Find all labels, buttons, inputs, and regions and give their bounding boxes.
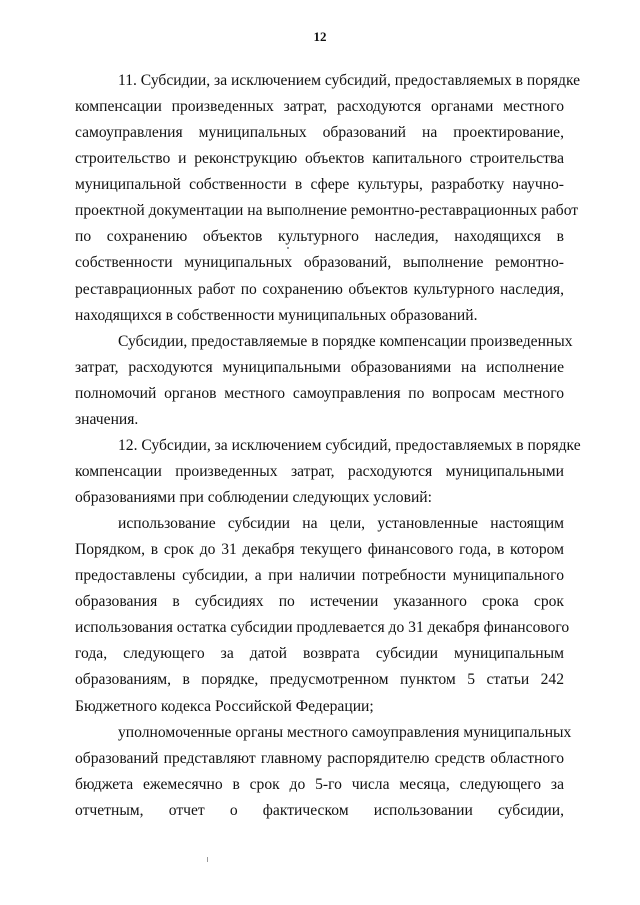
text-line: проектной документации на выполнение ремонтно-реставрационных работ	[75, 202, 579, 220]
text-line: использования остатка субсидии продлевается до 31 декабря финансового	[75, 619, 570, 637]
text-line: компенсации произведенных затрат, расходуются муниципальными	[75, 462, 564, 480]
text-line: образования в субсидиях по истечении указанного срока срок	[75, 593, 564, 611]
text-line: Бюджетного кодекса Российской Федерации;	[75, 697, 374, 715]
text-line: компенсации произведенных затрат, расходуются органами местного	[75, 98, 564, 116]
scan-speck	[207, 857, 208, 862]
text-line: уполномоченные органы местного самоуправления муниципальных	[118, 723, 572, 741]
text-line: строительство и реконструкцию объектов капитального строительства	[75, 150, 564, 168]
text-line: образованиями при соблюдении следующих условий:	[75, 489, 432, 506]
text-line: по сохранению объектов культурного наследия, находящихся в	[75, 228, 564, 246]
paragraph	[75, 511, 570, 720]
paragraph	[75, 68, 581, 329]
text-line: реставрационных работ по сохранению объектов культурного наследия,	[75, 280, 564, 298]
text-line: Субсидии, предоставляемые в порядке компенсации произведенных	[118, 332, 573, 350]
text-line: образованиям, в порядке, предусмотренном пунктом 5 статьи 242	[75, 671, 564, 689]
text-line: 11. Субсидии, за исключением субсидий, предоставляемых в порядке	[118, 72, 581, 89]
text-line: значения.	[75, 410, 139, 428]
text-line: Порядком, в срок до 31 декабря текущего финансового года, в котором	[75, 541, 564, 559]
text-line: собственности муниципальных образований, выполнение ремонтно-	[75, 254, 564, 272]
text-line: предоставлены субсидии, а при наличии потребности муниципального	[75, 567, 564, 585]
text-line: образований представляют главному распорядителю средств областного	[75, 749, 564, 767]
text-line: самоуправления муниципальных образований на проектирование,	[75, 124, 564, 142]
text-line: года, следующего за датой возврата субсидии муниципальным	[75, 645, 564, 663]
paragraph	[75, 433, 581, 511]
page-number: 12	[313, 29, 327, 44]
text-line: находящихся в собственности муниципальных образований.	[75, 306, 478, 324]
text-line: полномочий органов местного самоуправления по вопросам местного	[75, 384, 564, 402]
document-body	[75, 68, 581, 824]
text-line: использование субсидии на цели, установленные настоящим	[118, 515, 564, 533]
scan-speck	[287, 247, 289, 249]
paragraph	[75, 329, 573, 433]
text-line: бюджета ежемесячно в срок до 5-го числа месяца, следующего за	[75, 775, 564, 793]
text-line: затрат, расходуются муниципальными образованиями на исполнение	[75, 358, 564, 376]
text-line: муниципальной собственности в сфере культуры, разработку научно-	[75, 176, 564, 194]
paragraph	[75, 720, 572, 824]
text-line: отчетным, отчет о фактическом использовании субсидии,	[75, 801, 564, 819]
text-line: 12. Субсидии, за исключением субсидий, предоставляемых в порядке	[118, 436, 581, 454]
